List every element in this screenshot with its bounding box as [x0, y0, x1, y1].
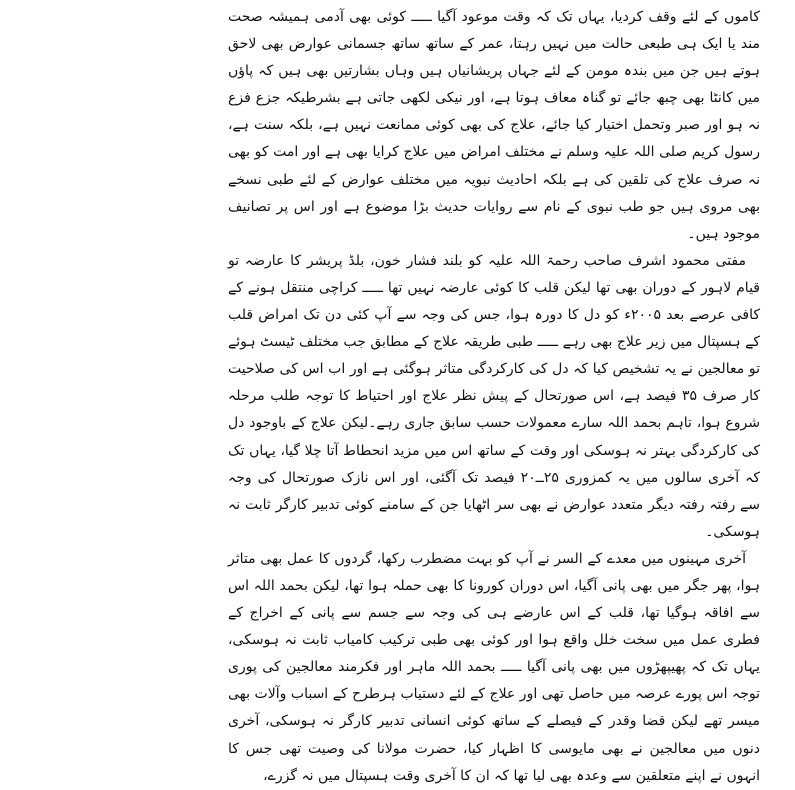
paragraph-3: آخری مہینوں میں معدے کے السر نے آپ کو بہت مضطرب رکھا، گردوں کا عمل بھی متاثر ہوا، پھر جگر میں بھی پانی آگیا، اس دوران کورونا کا بھی حملہ ہوا تھا، لیکن بحمد اللہ اس سے افاقہ ہوگیا تھا، قلب کے اس عارضے ہی کی وجہ سے جسم سے پانی کے اخراج کے فطری عمل میں سخت خلل واقع ہوا اور کوئی بھی طبی ترکیب کامیاب ثابت نہ ہوسکی، یہاں تک کہ پھیپھڑوں میں بھی پانی آگیا ـــــ بحمد اللہ ماہر اور فکرمند معالجین کی پوری توجہ اس پورے عرصہ میں حاصل تھی اور علاج کے لئے دستیاب ہرطرح کے اسباب وآلات بھی میسر تھے لیکن قضا وقدر کے فیصلے کے ساتھ کوئی انسانی تدبیر کارگر نہ ہوسکی، آخری دنوں میں معالجین نے بھی مایوسی کا اظہار کیا، حضرت مولانا کی وصیت تھی جس کا انہوں نے اپنے متعلقین سے وعدہ بھی لیا تھا کہ ان کا آخری وقت ہسپتال میں نہ گزرے،	[228, 550, 760, 784]
paragraph-2: مفتی محمود اشرف صاحب رحمۃ اللہ علیہ کو بلند فشار خون، بلڈ پریشر کا عارضہ تو قیام لاہور کے دوران بھی تھا لیکن قلب کا کوئی عارضہ نہیں تھا ـــــ کراچی منتقل ہونے کے کافی عرصے بعد ۲۰۰۵ء کو دل کا دورہ ہوا، جس کی وجہ سے آپ کئی دن تک امراض قلب کے ہسپتال میں زیر علاج بھی رہے ـــــ طبی طریقہ علاج کے مطابق جب مختلف ٹیسٹ ہوئے تو معالجین نے یہ تشخیص کیا کہ دل کی کارکردگی متاثر ہوگئی ہے اور اب اس کی صلاحیت کار صرف ۳۵ فیصد ہے، اس صورتحال کے پیش نظر علاج اور احتیاط کا توجہ طلب مرحلہ شروع ہوا، تاہم بحمد اللہ سارے معمولات حسب سابق جاری رہے۔لیکن علاج کے باوجود دل کی کارکردگی بہتر نہ ہوسکی اور وقت کے ساتھ اس میں مزید انحطاط آتا چلا گیا، یہاں تک کہ آخری سالوں میں یہ کمزوری ۲۵ــ۲۰ فیصد تک آگئی، اور اس نازک صورتحال کی وجہ سے رفتہ رفتہ دیگر متعدد عوارض نے بھی سر اٹھایا جن کے سامنے کوئی تدبیر کارگر ثابت نہ ہوسکی۔	[228, 252, 761, 540]
text-column	[228, 4, 760, 790]
paragraph-1: کاموں کے لئے وقف کردیا، یہاں تک کہ وقت موعود آگیا ـــــ کوئی بھی آدمی ہمیشہ صحت مند یا ایک ہی طبعی حالت میں نہیں رہتا، عمر کے ساتھ ساتھ جسمانی عوارض بھی لاحق ہوتے ہیں جن میں بندہ مومن کے لئے جہاں پریشانیاں ہیں وہاں بشارتیں بھی ہیں کہ پاؤں میں کانٹا بھی چبھ جائے تو گناہ معاف ہوتا ہے، اور نیکی لکھی جاتی ہے بشرطیکہ جزع فزع نہ ہو اور صبر وتحمل اختیار کیا جائے، علاج کی بھی کوئی ممانعت نہیں ہے، بلکہ سنت ہے، رسول کریم صلی اللہ علیہ وسلم نے مختلف امراض میں علاج کرایا بھی ہے اور امت کو بھی نہ صرف علاج کی تلقین کی ہے بلکہ احادیث نبویہ میں مختلف عوارض کے لئے طبی نسخے بھی مروی ہیں جو طب نبوی کے نام سے روایات حدیث بڑا موضوع ہے اور اس پر تصانیف موجود ہیں۔	[228, 9, 760, 242]
